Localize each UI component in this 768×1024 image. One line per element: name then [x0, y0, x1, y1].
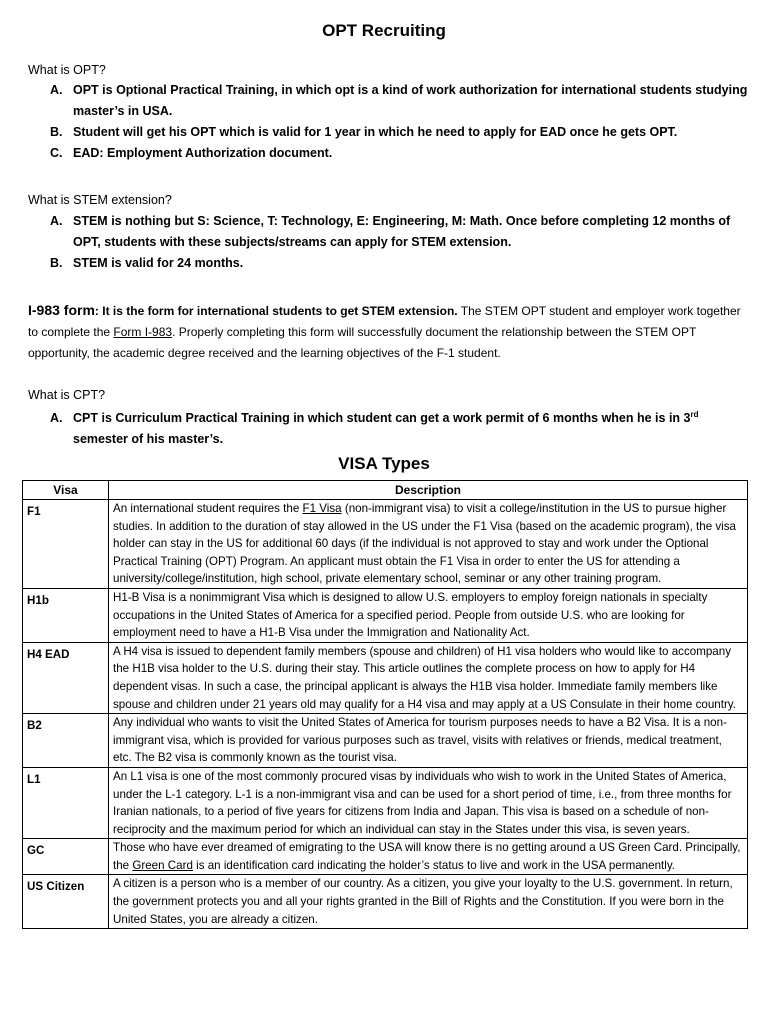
list-item-text: STEM is valid for 24 months. — [73, 256, 244, 270]
table-row — [23, 714, 748, 768]
visa-cell: H4 EAD — [23, 642, 109, 713]
description-cell — [109, 500, 748, 589]
list-marker: A. — [50, 214, 63, 228]
table-row — [23, 839, 748, 875]
visa-types-title: VISA Types — [338, 454, 430, 473]
description-cell: A H4 visa is issued to dependent family members (spouse and children) of H1 visa holders who would like to accompany the H1B visa holder to the U.S. during their stay. This article outlines the complete process on how to apply for H4 dependent visas. In such a case, the principal applicant is always the H1B visa holder. Immediate family members like spouse and children under 21 years old may qualify for a H4 visa and may apply at a US Consulate in their home country. — [109, 642, 748, 713]
description-text: An international student requires the — [113, 502, 303, 515]
list-item-text: EAD: Employment Authorization document. — [73, 146, 333, 160]
i983-lead: I-983 form — [28, 302, 95, 318]
visa-types-table — [22, 480, 748, 929]
header-visa: Visa — [23, 481, 109, 500]
table-row — [23, 767, 748, 838]
visa-cell: L1 — [23, 767, 109, 838]
list-item-text: CPT is Curriculum Practical Training in which student can get a work permit of 6 months when he is in 3 — [73, 411, 691, 425]
list-item — [28, 143, 748, 164]
list-marker: A. — [50, 83, 63, 97]
opt-question: What is OPT? — [28, 63, 106, 77]
table-row — [23, 642, 748, 713]
f1-visa-link[interactable]: F1 Visa — [302, 502, 342, 515]
header-description: Description — [109, 481, 748, 500]
list-marker: C. — [50, 146, 63, 160]
visa-cell: F1 — [23, 500, 109, 589]
i983-text: The STEM OPT student and employer work together to complete the — [28, 304, 741, 339]
description-text: Those who have ever dreamed of emigrating to the USA will know there is no getting around a US Green Card. Principally, the — [113, 841, 741, 872]
list-item — [28, 253, 748, 274]
opt-list — [28, 80, 748, 164]
list-item — [28, 122, 748, 143]
list-item-text-end: semester of his master’s. — [73, 432, 224, 446]
stem-question: What is STEM extension? — [28, 193, 172, 207]
list-item — [28, 408, 748, 450]
cpt-list — [28, 408, 748, 450]
list-marker: B. — [50, 256, 63, 270]
list-item-text: STEM is nothing but S: Science, T: Technology, E: Engineering, M: Math. Once before completing 12 months of OPT, students with these subjects/streams can apply for STEM extension. — [73, 214, 731, 249]
list-item-text: Student will get his OPT which is valid for 1 year in which he need to apply for EAD once he gets OPT. — [73, 125, 678, 139]
list-item — [28, 80, 748, 122]
ordinal-superscript: rd — [690, 409, 699, 419]
description-cell: A citizen is a person who is a member of our country. As a citizen, you give your loyalty to the U.S. government. In return, the government protects you and all your rights granted in the Bill of Rights and the Constitution. If you were born in the United States, you are already a citizen. — [109, 875, 748, 929]
description-text-end: is an identification card indicating the holder’s status to live and work in the USA permanently. — [192, 858, 675, 872]
stem-list — [28, 211, 748, 274]
list-item-text: OPT is Optional Practical Training, in which opt is a kind of work authorization for international students studying master’s in USA. — [73, 83, 748, 118]
table-row — [23, 500, 748, 589]
description-cell: H1-B Visa is a nonimmigrant Visa which is designed to allow U.S. employers to employ foreign nationals in specialty occupations in the United States of America for a specified period. People from outside U.S. who are looking for employment need to have a H1-B Visa under the Immigration and Nationality Act. — [109, 588, 748, 642]
form-i983-link[interactable]: Form I-983 — [113, 325, 173, 339]
i983-bold-text: : It is the form for international students to get STEM extension. — [94, 304, 458, 318]
list-marker: B. — [50, 125, 63, 139]
green-card-link[interactable]: Green Card — [132, 858, 193, 872]
visa-cell: H1b — [23, 588, 109, 642]
table-row — [23, 588, 748, 642]
i983-text-end: . Properly completing this form will successfully document the relationship between the STEM OPT opportunity, the academic degree received and the learning objectives of the F-1 student. — [28, 325, 697, 360]
table-header-row — [23, 481, 748, 500]
list-marker: A. — [50, 411, 63, 425]
i983-paragraph — [28, 300, 744, 364]
description-cell: Any individual who wants to visit the United States of America for tourism purposes needs to have a B2 Visa. It is a non-immigrant visa, which is provided for various purposes such as travel, visits with relatives or friends, medical treatment, etc. The B2 visa is commonly known as the tourist visa. — [109, 714, 748, 768]
visa-cell: GC — [23, 839, 109, 875]
description-cell — [109, 839, 748, 875]
list-item — [28, 211, 748, 253]
table-row — [23, 875, 748, 929]
page-title: OPT Recruiting — [322, 21, 446, 40]
cpt-question: What is CPT? — [28, 388, 106, 402]
description-cell: An L1 visa is one of the most commonly procured visas by individuals who wish to work in the United States of America, under the L-1 category. L-1 is a non-immigrant visa and can be used for a short period of time, i.e., from three months for Iranian nationals, to a period of five years for citizens from India and Japan. This visa is based on a schedule of non-reciprocity and the maximum period for which an individual can stay in the States under this visa, is seven years. — [109, 767, 748, 838]
visa-cell: B2 — [23, 714, 109, 768]
visa-cell: US Citizen — [23, 875, 109, 929]
description-text-end: (non-immigrant visa) to visit a college/institution in the US to pursue higher studies. In addition to the duration of stay allowed in the US under the F1 Visa (based on the academic program), the visa holder can stay in the US for additional 60 days (if the individual is not approved to stay and work under the Optional Practical Training (OPT) Program. An applicant must obtain the F1 Visa in order to enter the US for attending a university/college/institution, high school, private elementary school, seminar or any other training program. — [113, 502, 736, 586]
